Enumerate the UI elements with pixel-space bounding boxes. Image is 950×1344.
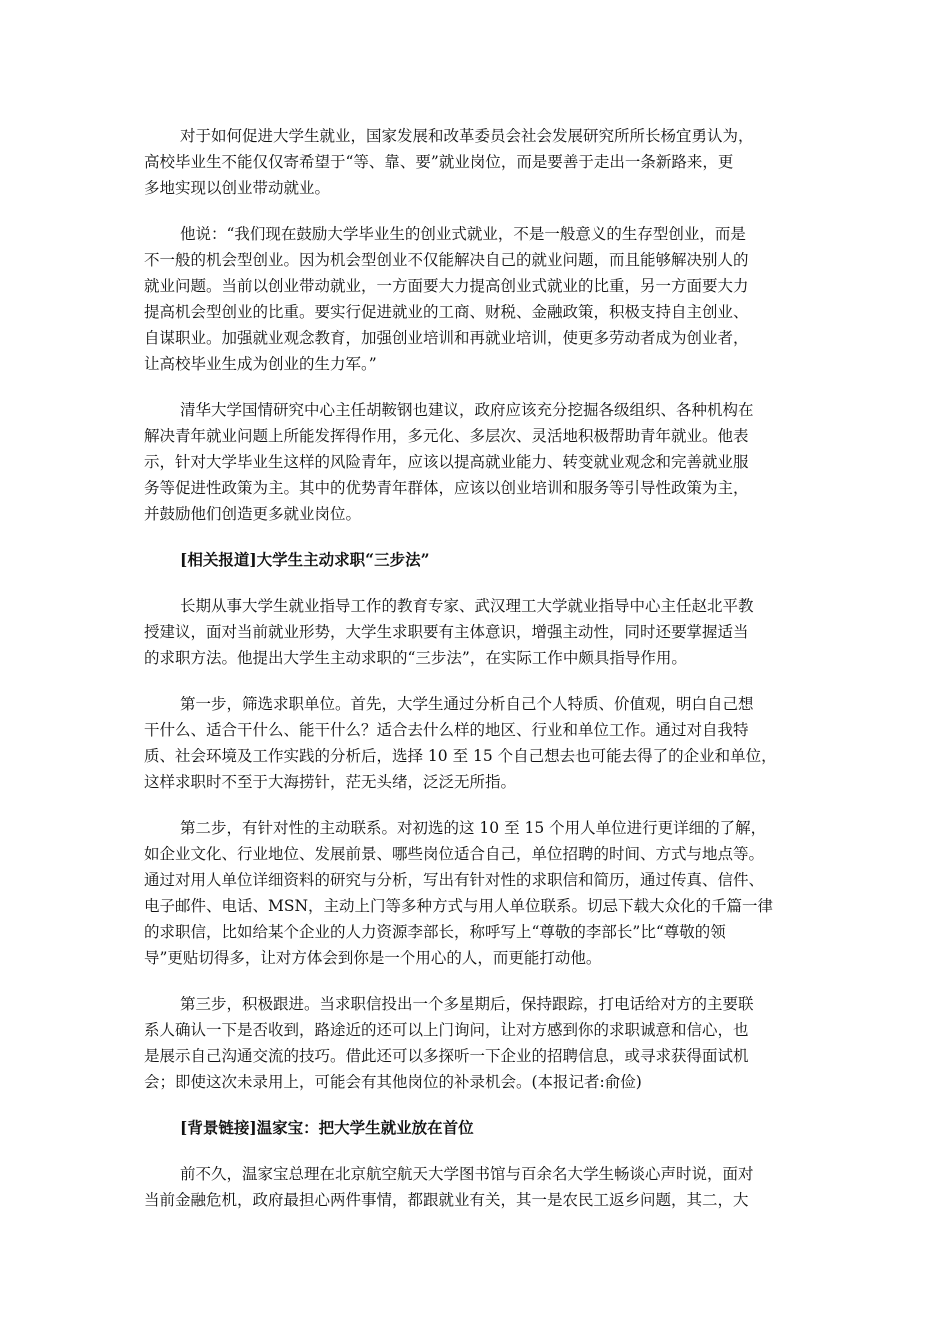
text-line: 第一步，筛选求职单位。首先，大学生通过分析自己个人特质、价值观，明白自己想	[180, 695, 754, 713]
text-line: 系人确认一下是否收到，路途近的还可以上门询问，让对方感到你的求职诚意和信心，也	[144, 1021, 749, 1039]
text-line: 长期从事大学生就业指导工作的教育专家、武汉理工大学就业指导中心主任赵北平教	[180, 597, 754, 615]
text-line: 的求职信，比如给某个企业的人力资源李部长，称呼写上“尊敬的李部长”比“尊敬的领	[144, 923, 726, 941]
text-line: 通过对用人单位详细资料的研究与分析，写出有针对性的求职信和简历，通过传真、信件、	[144, 871, 765, 889]
text-line: 的求职方法。他提出大学生主动求职的“三步法”，在实际工作中颇具指导作用。	[144, 649, 687, 667]
paragraph-quote	[144, 221, 804, 377]
paragraph-wen-jiabao	[144, 1161, 804, 1213]
text-line: 是展示自己沟通交流的技巧。借此还可以多探听一下企业的招聘信息，或寻求获得面试机	[144, 1047, 749, 1065]
text-line: 让高校毕业生成为创业的生力军。”	[144, 355, 377, 373]
text-line: 导”更贴切得多，让对方体会到你是一个用心的人，而更能打动他。	[144, 949, 602, 967]
text-line: 解决青年就业问题上所能发挥得作用，多元化、多层次、灵活地积极帮助青年就业。他表	[144, 427, 749, 445]
text-line: 务等促进性政策为主。其中的优势青年群体，应该以创业培训和服务等引导性政策为主，	[144, 479, 749, 497]
text-line: 清华大学国情研究中心主任胡鞍钢也建议，政府应该充分挖掘各级组织、各种机构在	[180, 401, 754, 419]
text-line: 高校毕业生不能仅仅寄希望于“等、靠、要”就业岗位，而是要善于走出一条新路来，更	[144, 153, 734, 171]
text-line: 提高机会型创业的比重。要实行促进就业的工商、财税、金融政策，积极支持自主创业、	[144, 303, 749, 321]
text-line: 第二步，有针对性的主动联系。对初选的这 10 至 15 个用人单位进行更详细的了解，	[180, 819, 767, 837]
paragraph-hu-angang	[144, 397, 804, 527]
text-line: 会；即使这次未录用上，可能会有其他岗位的补录机会。(本报记者:俞俭)	[144, 1073, 642, 1091]
text-line: 不一般的机会型创业。因为机会型创业不仅能解决自己的就业问题，而且能够解决别人的	[144, 251, 749, 269]
text-line: 授建议，面对当前就业形势，大学生求职要有主体意识，增强主动性，同时还要掌握适当	[144, 623, 749, 641]
text-line: 电子邮件、电话、MSN，主动上门等多种方式与用人单位联系。切忌下载大众化的千篇一律	[144, 897, 774, 915]
text-line: 自谋职业。加强就业观念教育，加强创业培训和再就业培训，使更多劳动者成为创业者，	[144, 329, 749, 347]
paragraph-step-two	[144, 815, 804, 971]
text-line: 当前金融危机，政府最担心两件事情，都跟就业有关，其一是农民工返乡问题，其二，大	[144, 1191, 749, 1209]
text-line: 他说：“我们现在鼓励大学毕业生的创业式就业，不是一般意义的生存型创业，而是	[180, 225, 746, 243]
text-line: 质、社会环境及工作实践的分析后，选择 10 至 15 个自己想去也可能去得了的企业和单位，	[144, 747, 777, 765]
text-line: 如企业文化、行业地位、发展前景、哪些岗位适合自己，单位招聘的时间、方式与地点等。	[144, 845, 765, 863]
text-line: 对于如何促进大学生就业，国家发展和改革委员会社会发展研究所所长杨宜勇认为，	[180, 127, 754, 145]
article-body	[144, 123, 804, 1233]
section-heading-related-report: [相关报道]大学生主动求职“三步法”	[180, 550, 430, 569]
paragraph-step-three	[144, 991, 804, 1095]
section-heading-background-link: [背景链接]温家宝：把大学生就业放在首位	[180, 1118, 474, 1137]
paragraph-step-one	[144, 691, 804, 795]
paragraph-zhao-beiping	[144, 593, 804, 671]
text-line: 前不久，温家宝总理在北京航空航天大学图书馆与百余名大学生畅谈心声时说，面对	[180, 1165, 754, 1183]
text-line: 示，针对大学毕业生这样的风险青年，应该以提高就业能力、转变就业观念和完善就业服	[144, 453, 749, 471]
text-line: 并鼓励他们创造更多就业岗位。	[144, 505, 362, 523]
text-line: 就业问题。当前以创业带动就业，一方面要大力提高创业式就业的比重，另一方面要大力	[144, 277, 749, 295]
paragraph-yang-yiyong	[144, 123, 804, 201]
text-line: 多地实现以创业带动就业。	[144, 179, 331, 197]
text-line: 这样求职时不至于大海捞针，茫无头绪，泛泛无所指。	[144, 773, 517, 791]
text-line: 第三步，积极跟进。当求职信投出一个多星期后，保持跟踪，打电话给对方的主要联	[180, 995, 754, 1013]
text-line: 干什么、适合干什么、能干什么？适合去什么样的地区、行业和单位工作。通过对自我特	[144, 721, 749, 739]
